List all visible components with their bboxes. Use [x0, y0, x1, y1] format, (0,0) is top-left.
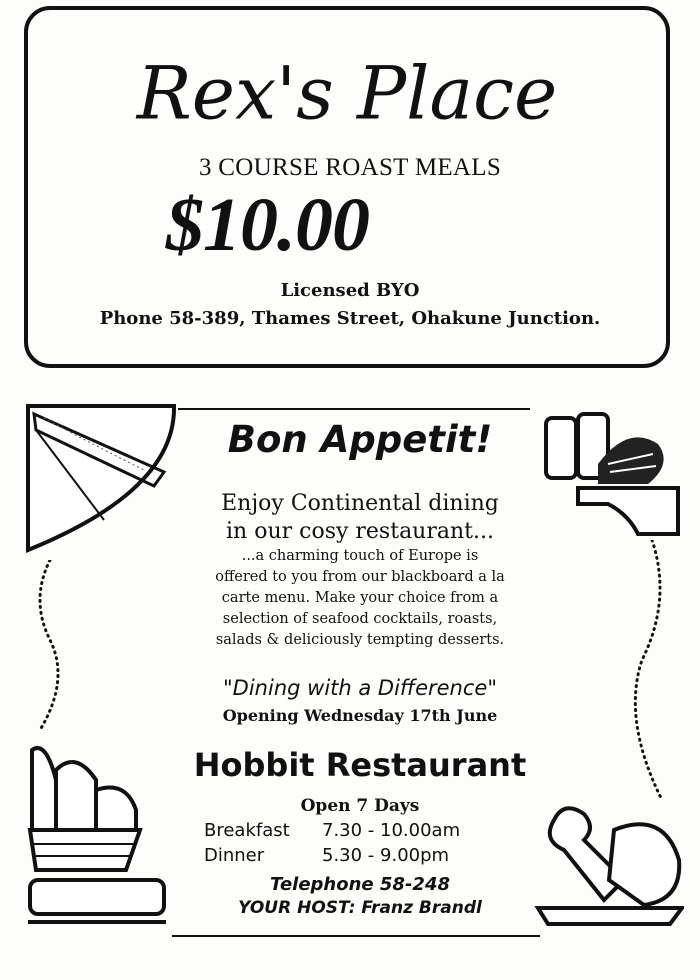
napkin-illustration	[24, 400, 184, 560]
tagline: "Dining with a Difference"	[223, 676, 497, 700]
meal-price: $10.00	[166, 183, 369, 267]
salt-pepper-bread-illustration	[538, 404, 684, 544]
bottom-rule	[172, 935, 540, 937]
phone-address-text: Phone 58-389, Thames Street, Ohakune Junction.	[99, 308, 601, 329]
description-text: ...a charming touch of Europe is offered to you from our blackboard a la carte menu. Make your choice from a selection of seafood cocktails, roasts, salads & deliciously tempting desserts.	[215, 548, 505, 648]
opening-date: Opening Wednesday 17th June	[222, 706, 498, 725]
restaurant-name: Hobbit Restaurant	[193, 746, 527, 784]
hours-row: Breakfast 7.30 - 10.00am	[204, 820, 461, 841]
top-rule	[178, 408, 530, 410]
course-meals-text: 3 COURSE ROAST MEALS	[198, 154, 502, 181]
corn-basket-illustration	[26, 740, 170, 934]
open-days: Open 7 Days	[300, 796, 420, 816]
licensed-byo-text: Licensed BYO	[280, 280, 420, 301]
lead-text: Enjoy Continental dining in our cosy restaurant...	[221, 491, 499, 544]
telephone-text: Telephone 58-248	[270, 874, 450, 895]
steam-right-decoration	[612, 540, 682, 810]
bon-appetit-headline: Bon Appetit!	[227, 418, 493, 461]
rexs-place-logo	[28, 24, 666, 164]
steam-left-decoration	[30, 560, 90, 740]
hours-row: Dinner 5.30 - 9.00pm	[204, 845, 450, 866]
svg-text:Rex's Place: Rex's Place	[136, 51, 558, 137]
host-text: YOUR HOST: Franz Brandl	[238, 898, 482, 918]
opening-hours	[204, 818, 460, 868]
roast-chicken-illustration	[534, 800, 684, 930]
